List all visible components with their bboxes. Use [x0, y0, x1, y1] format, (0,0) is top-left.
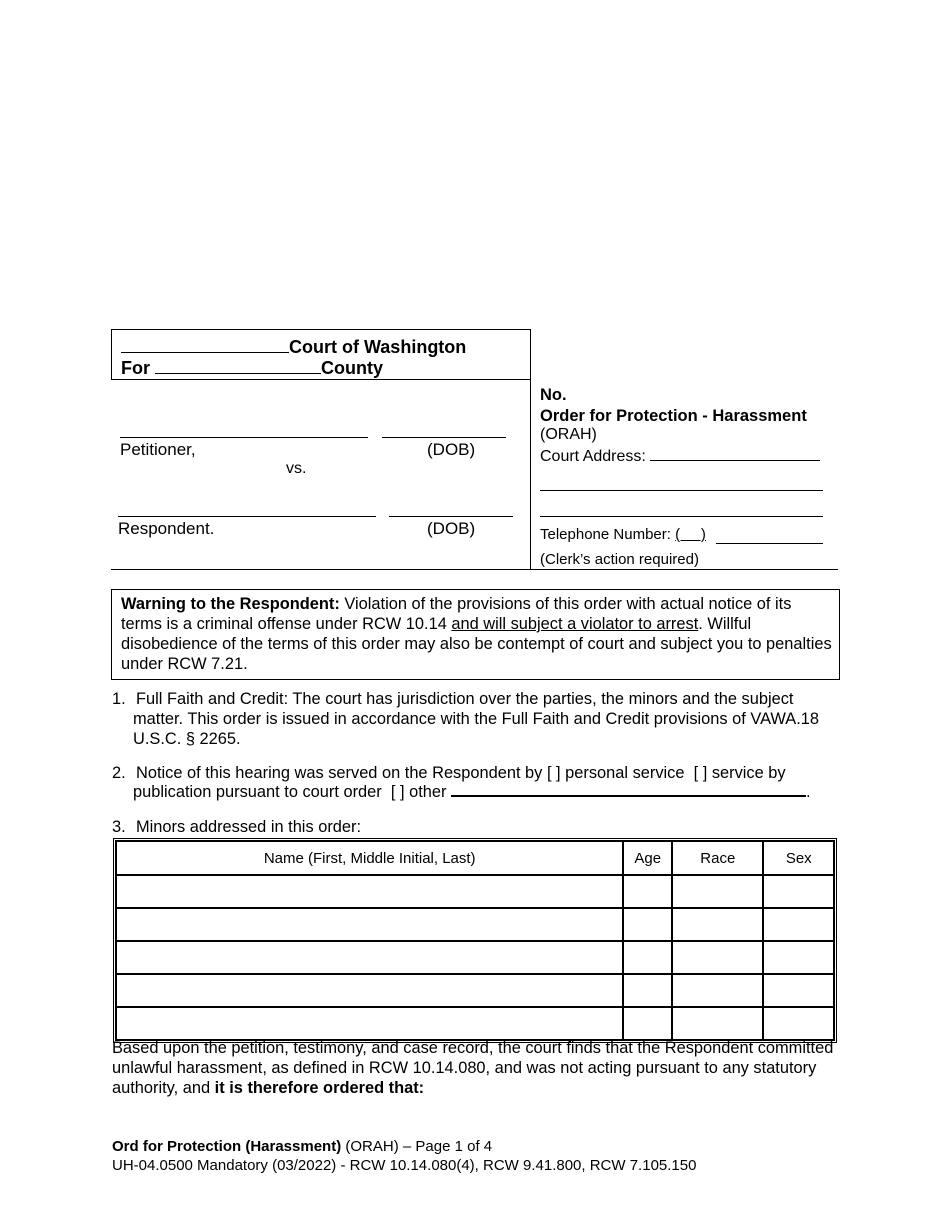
item-3-text: Minors addressed in this order: [136, 818, 362, 836]
minor-sex-cell[interactable] [763, 974, 834, 1007]
minor-name-cell[interactable] [116, 875, 623, 908]
footer-form-code: UH-04.0500 Mandatory (03/2022) - RCW 10.14.080(4), RCW 9.41.800, RCW 7.105.150 [112, 1157, 697, 1174]
item-2-text-continued: publication pursuant to court order [133, 783, 382, 801]
table-header-row [116, 841, 834, 875]
minor-age-cell[interactable] [623, 908, 672, 941]
court-line [121, 337, 466, 358]
minor-sex-cell[interactable] [763, 941, 834, 974]
item-2-number: 2. [112, 764, 126, 782]
minor-name-cell[interactable] [116, 1007, 623, 1040]
court-of-washington-label: Court of Washington [289, 337, 467, 357]
item-1-text: Full Faith and Credit: The court has jurisdiction over the parties, the minors and the subject matter. This order is issued in accordance with the Full Faith and Credit provisions of VAWA.18 U.S.C. § 2265. [133, 690, 819, 748]
respondent-dob-label: (DOB) [427, 519, 476, 538]
findings-text: Based upon the petition, testimony, and case record, the court finds that the Respondent committed unlawful harassment, as defined in RCW 10.14.080, and was not acting pursuant to any statutory authority, and [112, 1039, 834, 1097]
item-2-text: Notice of this hearing was served on the Respondent by [136, 764, 543, 782]
service-by-publication-checkbox[interactable]: [ ] service by [693, 764, 786, 782]
findings-paragraph [112, 1038, 837, 1098]
minor-age-cell[interactable] [623, 875, 672, 908]
table-row [116, 908, 834, 941]
court-name-box [111, 329, 531, 380]
minor-sex-cell[interactable] [763, 875, 834, 908]
petitioner-name-line[interactable] [120, 437, 368, 438]
other-service-checkbox[interactable]: [ ] other [390, 783, 447, 801]
warning-text: Violation of the provisions of this order with actual notice of its terms is a criminal offense under RCW 10.14 [121, 595, 792, 633]
minor-age-cell[interactable] [623, 941, 672, 974]
court-address-line-3[interactable] [540, 516, 823, 517]
footer-form-title: Ord for Protection (Harassment) [112, 1138, 342, 1155]
minor-race-cell[interactable] [672, 941, 763, 974]
minor-name-cell[interactable] [116, 908, 623, 941]
respondent-dob-line[interactable] [389, 516, 513, 517]
warning-label: Warning to the Respondent: [121, 595, 340, 613]
vs-label: vs. [286, 460, 307, 477]
item-1-number: 1. [112, 690, 126, 708]
minor-age-cell[interactable] [623, 974, 672, 1007]
court-address-blank[interactable] [650, 460, 820, 461]
petitioner-dob-line[interactable] [382, 437, 506, 438]
warning-box [111, 589, 840, 680]
order-abbrev: (ORAH) [540, 426, 597, 443]
court-address-line-2[interactable] [540, 490, 823, 491]
caption-parties [111, 379, 531, 570]
table-row [116, 974, 834, 1007]
minors-table [113, 838, 837, 1043]
county-line [121, 358, 383, 379]
case-number-label: No. [540, 386, 567, 404]
item-3-number: 3. [112, 818, 126, 836]
county-blank[interactable] [155, 373, 321, 374]
minor-name-cell[interactable] [116, 941, 623, 974]
warning-text-continued: . Willful disobedience of the terms of this order may also be contempt of court and subject you to penalties under RCW 7.21. [121, 615, 832, 673]
petitioner-label: Petitioner, [120, 440, 196, 459]
minor-sex-cell[interactable] [763, 908, 834, 941]
item-2-line-2: publication pursuant to court order [ ] other . [133, 783, 811, 801]
table-row [116, 875, 834, 908]
table-row [116, 941, 834, 974]
court-address-line [540, 448, 820, 466]
minor-age-cell[interactable] [623, 1007, 672, 1040]
telephone-label: Telephone Number: [540, 526, 671, 543]
minor-race-cell[interactable] [672, 1007, 763, 1040]
findings-order-text: it is therefore ordered that: [214, 1079, 425, 1097]
telephone-blank[interactable] [716, 543, 823, 544]
header-sex: Sex [763, 841, 834, 875]
respondent-label: Respondent. [118, 519, 215, 538]
caption-bottom-rule [111, 569, 838, 570]
item-2-line-1 [136, 763, 786, 783]
header-race: Race [672, 841, 763, 875]
warning-underlined-text: and will subject a violator to arrest [451, 615, 699, 633]
respondent-name-line[interactable] [118, 516, 376, 517]
minors-table-wrapper [113, 838, 837, 1043]
table-row [116, 1007, 834, 1040]
footer-page-info: (ORAH) – Page 1 of 4 [341, 1138, 493, 1155]
footer-title-line [112, 1138, 492, 1155]
telephone-area-code[interactable]: ( ) [675, 526, 706, 543]
court-address-label: Court Address: [540, 448, 646, 465]
order-title: Order for Protection - Harassment [540, 407, 807, 425]
header-age: Age [623, 841, 672, 875]
personal-service-checkbox[interactable]: [ ] personal service [546, 764, 685, 782]
minor-race-cell[interactable] [672, 875, 763, 908]
court-type-blank[interactable] [121, 352, 289, 353]
county-label: County [321, 358, 384, 378]
minor-race-cell[interactable] [672, 974, 763, 1007]
other-service-blank[interactable] [451, 795, 806, 797]
header-name: Name (First, Middle Initial, Last) [116, 841, 623, 875]
minor-name-cell[interactable] [116, 974, 623, 1007]
minor-race-cell[interactable] [672, 908, 763, 941]
telephone-line [540, 526, 706, 543]
court-for-label: For [121, 358, 150, 378]
clerk-note: (Clerk’s action required) [540, 551, 699, 568]
petitioner-dob-label: (DOB) [427, 440, 476, 459]
minor-sex-cell[interactable] [763, 1007, 834, 1040]
